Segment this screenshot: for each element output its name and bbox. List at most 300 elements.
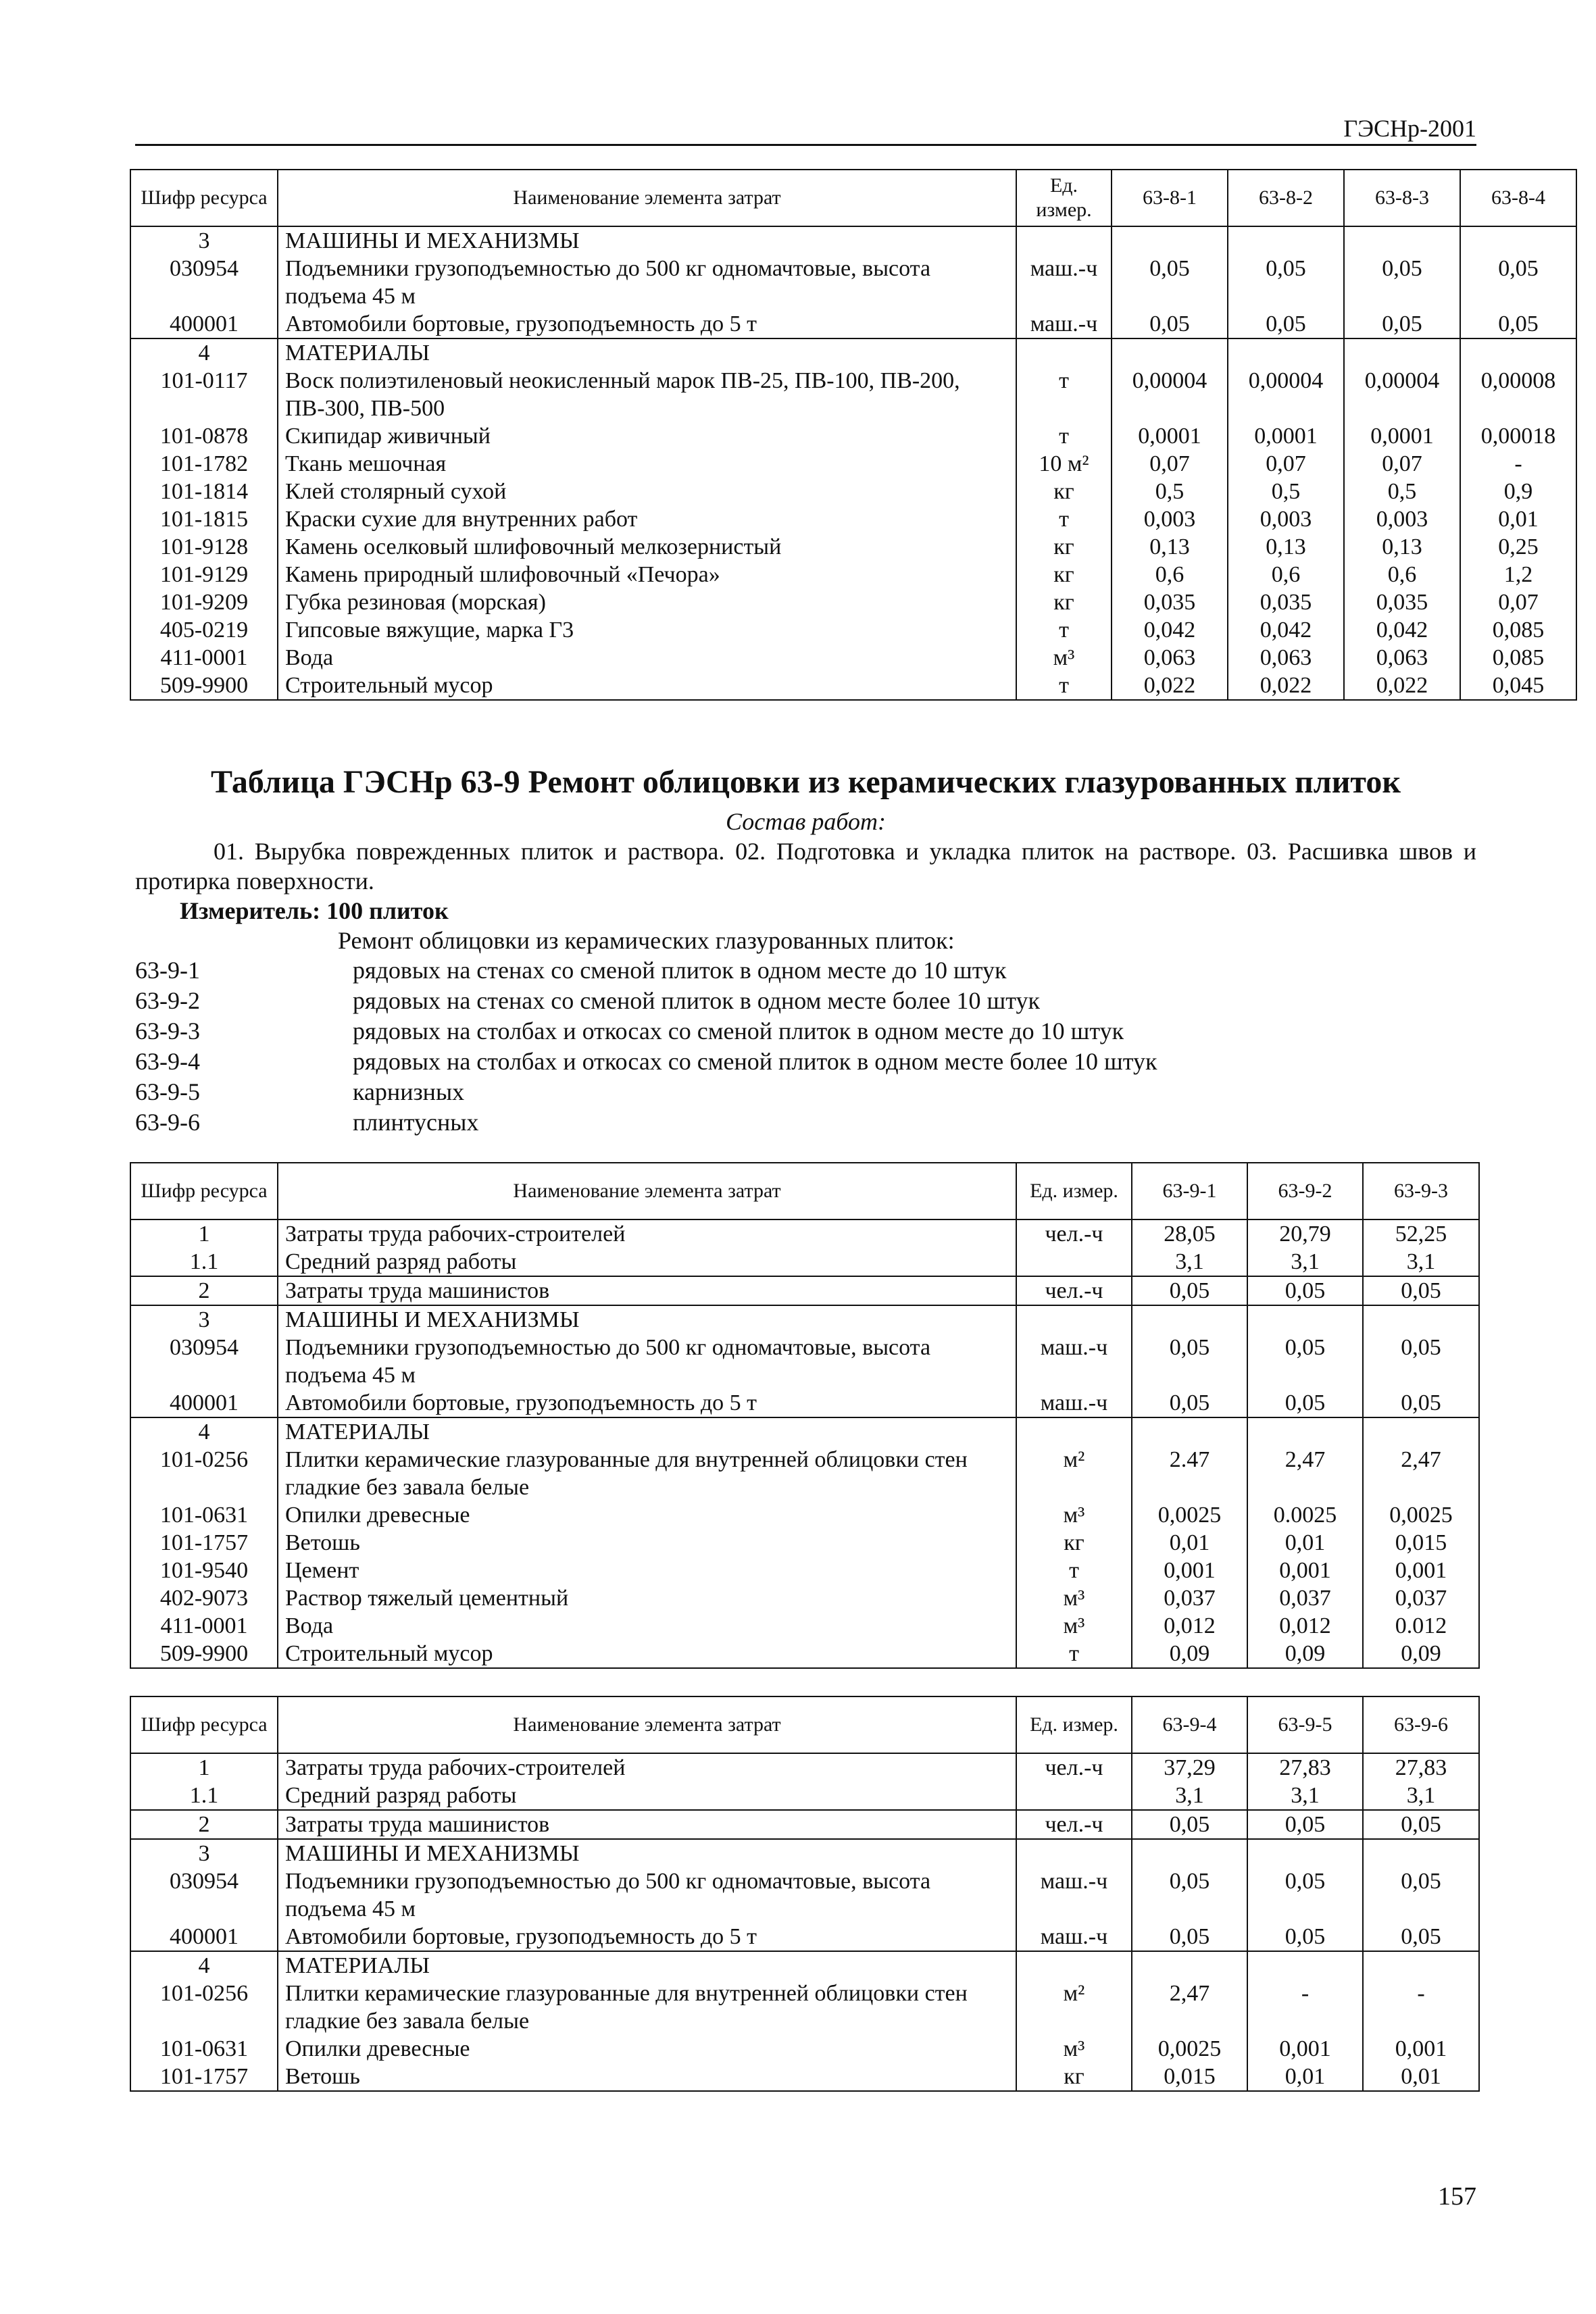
value-cell: 0,05 (1132, 1810, 1247, 1839)
unit-cell: т (1016, 672, 1112, 700)
value-cell: 0,015 (1132, 2063, 1247, 2091)
resource-name-cell: Воск полиэтиленовый неокисленный марок ПВ-25, ПВ-100, ПВ-200, ПВ-300, ПВ-500 (278, 367, 1016, 422)
resource-code-cell: 3 (130, 226, 278, 255)
table-row (130, 1557, 1479, 1584)
variant-code: 63-9-4 (135, 1048, 200, 1075)
value-cell: 0,05 (1132, 1867, 1247, 1923)
value-cell: 0,25 (1460, 533, 1576, 561)
resource-code-cell: 411-0001 (130, 644, 278, 672)
value-cell: 0,045 (1460, 672, 1576, 700)
value-cell: 0,063 (1228, 644, 1344, 672)
table-row (130, 2035, 1479, 2063)
value-cell (1132, 1417, 1247, 1446)
unit-cell (1016, 1248, 1132, 1276)
unit-cell: м² (1016, 1446, 1132, 1501)
resource-code-cell: 101-1757 (130, 1529, 278, 1557)
unit-cell (1016, 1782, 1132, 1810)
table-row (130, 1640, 1479, 1668)
table-row (130, 1782, 1479, 1810)
value-cell: 0,063 (1344, 644, 1460, 672)
resource-name-cell: Камень оселковый шлифовочный мелкозернистый (278, 533, 1016, 561)
value-cell: 2,47 (1132, 1980, 1247, 2035)
unit-cell: м² (1016, 1980, 1132, 2035)
table-row (130, 1612, 1479, 1640)
value-cell: 2,47 (1247, 1446, 1363, 1501)
variant-text: рядовых на стенах со сменой плиток в одном месте до 10 штук (353, 957, 1007, 984)
value-cell: 52,25 (1363, 1219, 1479, 1248)
resource-name-cell: Вода (278, 644, 1016, 672)
table-row (130, 672, 1576, 700)
table-row (130, 1753, 1479, 1782)
resource-code-cell: 101-9129 (130, 561, 278, 588)
value-cell: - (1247, 1980, 1363, 2035)
unit-cell: чел.-ч (1016, 1810, 1132, 1839)
resource-code-cell: 1.1 (130, 1248, 278, 1276)
value-cell: 3,1 (1247, 1248, 1363, 1276)
column-header-name: Наименование элемента затрат (278, 1163, 1016, 1219)
table-row (130, 310, 1576, 338)
unit-cell: маш.-ч (1016, 310, 1112, 338)
table-row (130, 561, 1576, 588)
value-cell: 0,022 (1344, 672, 1460, 700)
value-cell: 3,1 (1132, 1248, 1247, 1276)
column-header-63-9-2: 63-9-2 (1247, 1163, 1363, 1219)
value-cell: 0,07 (1344, 450, 1460, 478)
resource-code-cell: 101-0117 (130, 367, 278, 422)
unit-cell (1016, 1951, 1132, 1980)
value-cell: 2.47 (1132, 1446, 1247, 1501)
unit-cell: т (1016, 1557, 1132, 1584)
resource-name-cell: Строительный мусор (278, 1640, 1016, 1668)
resource-code-cell: 101-0256 (130, 1446, 278, 1501)
unit-cell: т (1016, 422, 1112, 450)
value-cell: 0,05 (1247, 1923, 1363, 1951)
unit-cell: т (1016, 616, 1112, 644)
value-cell: 0.0025 (1247, 1501, 1363, 1529)
running-header: ГЭСНр-2001 (1343, 115, 1476, 142)
table-row (130, 616, 1576, 644)
value-cell: 0,042 (1344, 616, 1460, 644)
resource-code-cell: 3 (130, 1305, 278, 1334)
unit-cell: м³ (1016, 2035, 1132, 2063)
resource-name-cell: МАТЕРИАЛЫ (278, 338, 1016, 367)
value-cell: 0,05 (1112, 310, 1228, 338)
unit-cell (1016, 1305, 1132, 1334)
value-cell: 0,9 (1460, 478, 1576, 505)
value-cell: 0,05 (1112, 255, 1228, 310)
value-cell: 0,05 (1132, 1923, 1247, 1951)
variant-code: 63-9-3 (135, 1017, 200, 1045)
value-cell: 37,29 (1132, 1753, 1247, 1782)
value-cell: 0,05 (1363, 1810, 1479, 1839)
resource-name-cell: Автомобили бортовые, грузоподъемность до 5 т (278, 310, 1016, 338)
value-cell: 0,042 (1228, 616, 1344, 644)
variants-list (135, 955, 1476, 1138)
value-cell: 0,6 (1344, 561, 1460, 588)
resource-name-cell: Средний разряд работы (278, 1248, 1016, 1276)
variant-text: рядовых на стенах со сменой плиток в одном месте более 10 штук (353, 987, 1040, 1014)
value-cell (1363, 1951, 1479, 1980)
resource-code-cell: 101-1815 (130, 505, 278, 533)
resource-name-cell: Строительный мусор (278, 672, 1016, 700)
resource-name-cell: Затраты труда рабочих-строителей (278, 1753, 1016, 1782)
value-cell: 0,00004 (1228, 367, 1344, 422)
value-cell: 2,47 (1363, 1446, 1479, 1501)
value-cell: 3,1 (1363, 1782, 1479, 1810)
value-cell (1112, 226, 1228, 255)
resource-name-cell: Камень природный шлифовочный «Печора» (278, 561, 1016, 588)
unit-cell: м³ (1016, 644, 1112, 672)
value-cell: 0,07 (1112, 450, 1228, 478)
variant-item (135, 1047, 1476, 1077)
table-row (130, 367, 1576, 422)
unit-cell: чел.-ч (1016, 1753, 1132, 1782)
resource-code-cell: 101-9540 (130, 1557, 278, 1584)
table-row (130, 1305, 1479, 1334)
value-cell: 0,00004 (1112, 367, 1228, 422)
resource-code-cell: 402-9073 (130, 1584, 278, 1612)
table-row (130, 1248, 1479, 1276)
resource-code-cell: 400001 (130, 1923, 278, 1951)
resource-name-cell: МАШИНЫ И МЕХАНИЗМЫ (278, 1839, 1016, 1867)
value-cell: 0,05 (1460, 310, 1576, 338)
resource-code-cell: 030954 (130, 1334, 278, 1389)
unit-cell (1016, 338, 1112, 367)
resource-code-cell: 030954 (130, 1867, 278, 1923)
table-header-row (130, 1163, 1479, 1219)
value-cell: 0,05 (1132, 1276, 1247, 1305)
value-cell: 0,01 (1247, 1529, 1363, 1557)
value-cell (1363, 1839, 1479, 1867)
variant-code: 63-9-2 (135, 987, 200, 1014)
value-cell: 20,79 (1247, 1219, 1363, 1248)
table-row (130, 533, 1576, 561)
value-cell: 0,003 (1344, 505, 1460, 533)
value-cell: 0,01 (1247, 2063, 1363, 2091)
value-cell: 0,5 (1344, 478, 1460, 505)
variant-text: рядовых на столбах и откосах со сменой плиток в одном месте до 10 штук (353, 1017, 1124, 1045)
variant-text: рядовых на столбах и откосах со сменой плиток в одном месте более 10 штук (353, 1048, 1157, 1075)
resource-name-cell: Ветошь (278, 1529, 1016, 1557)
value-cell: 0,035 (1344, 588, 1460, 616)
resource-code-cell: 400001 (130, 310, 278, 338)
value-cell (1247, 1417, 1363, 1446)
value-cell (1247, 1951, 1363, 1980)
value-cell: 27,83 (1247, 1753, 1363, 1782)
value-cell (1132, 1839, 1247, 1867)
variant-item (135, 1107, 1476, 1138)
value-cell: 0,003 (1112, 505, 1228, 533)
value-cell: 0,05 (1363, 1923, 1479, 1951)
value-cell: 0,0025 (1363, 1501, 1479, 1529)
value-cell: 0,0001 (1344, 422, 1460, 450)
resource-table-63-9-1-3 (130, 1162, 1480, 1669)
resource-code-cell: 101-0631 (130, 1501, 278, 1529)
value-cell: 0,063 (1112, 644, 1228, 672)
value-cell (1460, 338, 1576, 367)
resource-code-cell: 509-9900 (130, 1640, 278, 1668)
variant-item (135, 1077, 1476, 1107)
value-cell: 0,05 (1228, 310, 1344, 338)
value-cell (1344, 226, 1460, 255)
works-composition-text: 01. Вырубка поврежденных плиток и раствора. 02. Подготовка и укладка плиток на растворе. 03. Расшивка швов и протирка поверхности. (135, 838, 1476, 895)
value-cell: - (1460, 450, 1576, 478)
value-cell: 0.012 (1363, 1612, 1479, 1640)
resource-name-cell: МАТЕРИАЛЫ (278, 1417, 1016, 1446)
column-header-name: Наименование элемента затрат (278, 1696, 1016, 1753)
header-rule (135, 144, 1476, 146)
value-cell: 0,0001 (1228, 422, 1344, 450)
table-row (130, 1980, 1479, 2035)
unit-cell: маш.-ч (1016, 255, 1112, 310)
resource-name-cell: Затраты труда машинистов (278, 1810, 1016, 1839)
unit-cell: т (1016, 367, 1112, 422)
value-cell: 0,00004 (1344, 367, 1460, 422)
value-cell (1247, 1839, 1363, 1867)
table-row (130, 478, 1576, 505)
value-cell: 0,6 (1228, 561, 1344, 588)
value-cell: 0,01 (1132, 1529, 1247, 1557)
unit-cell: маш.-ч (1016, 1389, 1132, 1417)
value-cell: 0,13 (1228, 533, 1344, 561)
value-cell: 3,1 (1363, 1248, 1479, 1276)
resource-name-cell: Скипидар живичный (278, 422, 1016, 450)
value-cell: 0,05 (1132, 1334, 1247, 1389)
value-cell: 0,0001 (1112, 422, 1228, 450)
resource-table-63-8 (130, 169, 1577, 701)
table-row (130, 1810, 1479, 1839)
value-cell: 0,001 (1363, 2035, 1479, 2063)
table-row (130, 226, 1576, 255)
resource-code-cell: 4 (130, 1417, 278, 1446)
value-cell (1132, 1305, 1247, 1334)
table-row (130, 1584, 1479, 1612)
value-cell: 0,05 (1247, 1334, 1363, 1389)
resource-code-cell: 1.1 (130, 1782, 278, 1810)
value-cell: 0,05 (1344, 310, 1460, 338)
value-cell: 0,05 (1363, 1276, 1479, 1305)
column-header-unit: Ед. измер. (1016, 1163, 1132, 1219)
resource-name-cell: Гипсовые вяжущие, марка Г3 (278, 616, 1016, 644)
resource-name-cell: Подъемники грузоподъемностью до 500 кг одномачтовые, высота подъема 45 м (278, 1867, 1016, 1923)
column-header-63-8-3: 63-8-3 (1344, 170, 1460, 226)
resource-code-cell: 4 (130, 1951, 278, 1980)
value-cell: 0,012 (1247, 1612, 1363, 1640)
resource-code-cell: 405-0219 (130, 616, 278, 644)
table-row (130, 1923, 1479, 1951)
value-cell: 0,042 (1112, 616, 1228, 644)
column-header-63-9-3: 63-9-3 (1363, 1163, 1479, 1219)
table-row (130, 588, 1576, 616)
resource-name-cell: МАШИНЫ И МЕХАНИЗМЫ (278, 226, 1016, 255)
resource-name-cell: Подъемники грузоподъемностью до 500 кг одномачтовые, высота подъема 45 м (278, 255, 1016, 310)
value-cell: 27,83 (1363, 1753, 1479, 1782)
resource-name-cell: Опилки древесные (278, 2035, 1016, 2063)
value-cell: 0,01 (1363, 2063, 1479, 2091)
unit-cell: чел.-ч (1016, 1276, 1132, 1305)
value-cell: 0,05 (1460, 255, 1576, 310)
value-cell: 0,001 (1247, 1557, 1363, 1584)
resource-code-cell: 101-1814 (130, 478, 278, 505)
resource-code-cell: 101-1757 (130, 2063, 278, 2091)
resource-name-cell: Автомобили бортовые, грузоподъемность до 5 т (278, 1389, 1016, 1417)
unit-cell: м³ (1016, 1612, 1132, 1640)
value-cell (1344, 338, 1460, 367)
table-row (130, 1951, 1479, 1980)
unit-cell (1016, 1839, 1132, 1867)
value-cell (1112, 338, 1228, 367)
column-header-63-9-1: 63-9-1 (1132, 1163, 1247, 1219)
resource-code-cell: 411-0001 (130, 1612, 278, 1640)
variants-intro: Ремонт облицовки из керамических глазурованных плиток: (338, 927, 955, 954)
variant-item (135, 986, 1476, 1016)
page-number: 157 (1438, 2182, 1476, 2211)
value-cell: 0,05 (1247, 1276, 1363, 1305)
unit-cell: маш.-ч (1016, 1923, 1132, 1951)
table-row (130, 1839, 1479, 1867)
value-cell: 0,05 (1344, 255, 1460, 310)
resource-name-cell: Вода (278, 1612, 1016, 1640)
resource-name-cell: Клей столярный сухой (278, 478, 1016, 505)
unit-cell: маш.-ч (1016, 1867, 1132, 1923)
value-cell: 0,05 (1132, 1389, 1247, 1417)
value-cell: 0,037 (1363, 1584, 1479, 1612)
column-header-63-9-5: 63-9-5 (1247, 1696, 1363, 1753)
table-row (130, 1334, 1479, 1389)
resource-code-cell: 400001 (130, 1389, 278, 1417)
resource-code-cell: 101-9209 (130, 588, 278, 616)
resource-name-cell: Ткань мешочная (278, 450, 1016, 478)
value-cell: 0,09 (1363, 1640, 1479, 1668)
table-row (130, 1867, 1479, 1923)
resource-name-cell: Автомобили бортовые, грузоподъемность до 5 т (278, 1923, 1016, 1951)
resource-name-cell: Плитки керамические глазурованные для внутренней облицовки стен гладкие без завала белые (278, 1446, 1016, 1501)
value-cell: 0,001 (1247, 2035, 1363, 2063)
table-row (130, 1276, 1479, 1305)
value-cell: 1,2 (1460, 561, 1576, 588)
unit-cell: 10 м² (1016, 450, 1112, 478)
value-cell (1247, 1305, 1363, 1334)
unit-cell: т (1016, 1640, 1132, 1668)
value-cell: 0,001 (1132, 1557, 1247, 1584)
value-cell: 0,00008 (1460, 367, 1576, 422)
resource-code-cell: 2 (130, 1276, 278, 1305)
table-row (130, 422, 1576, 450)
column-header-63-8-4: 63-8-4 (1460, 170, 1576, 226)
resource-code-cell: 3 (130, 1839, 278, 1867)
resource-name-cell: Раствор тяжелый цементный (278, 1584, 1016, 1612)
value-cell: 0,022 (1228, 672, 1344, 700)
variant-code: 63-9-6 (135, 1109, 200, 1136)
value-cell: 0,0025 (1132, 1501, 1247, 1529)
value-cell (1228, 226, 1344, 255)
value-cell: 0,01 (1460, 505, 1576, 533)
value-cell: 0,05 (1247, 1810, 1363, 1839)
column-header-name: Наименование элемента затрат (278, 170, 1016, 226)
unit-cell: м³ (1016, 1584, 1132, 1612)
column-header-code: Шифр ресурса (130, 1696, 278, 1753)
works-composition-title: Состав работ: (726, 808, 886, 835)
value-cell: 0,09 (1132, 1640, 1247, 1668)
resource-name-cell: МАТЕРИАЛЫ (278, 1951, 1016, 1980)
value-cell: - (1363, 1980, 1479, 2035)
value-cell: 0,022 (1112, 672, 1228, 700)
column-header-63-8-1: 63-8-1 (1112, 170, 1228, 226)
resource-name-cell: Краски сухие для внутренних работ (278, 505, 1016, 533)
value-cell: 28,05 (1132, 1219, 1247, 1248)
value-cell: 0,09 (1247, 1640, 1363, 1668)
value-cell: 0,05 (1247, 1867, 1363, 1923)
unit-cell: кг (1016, 533, 1112, 561)
value-cell (1363, 1305, 1479, 1334)
resource-name-cell: Опилки древесные (278, 1501, 1016, 1529)
value-cell (1363, 1417, 1479, 1446)
value-cell: 0,085 (1460, 616, 1576, 644)
value-cell: 0,00018 (1460, 422, 1576, 450)
variant-code: 63-9-5 (135, 1078, 200, 1105)
table-row (130, 1389, 1479, 1417)
value-cell: 0,05 (1363, 1867, 1479, 1923)
unit-cell: чел.-ч (1016, 1219, 1132, 1248)
column-header-unit: Ед. измер. (1016, 1696, 1132, 1753)
value-cell (1460, 226, 1576, 255)
resource-name-cell: Средний разряд работы (278, 1782, 1016, 1810)
unit-cell: кг (1016, 2063, 1132, 2091)
value-cell: 3,1 (1247, 1782, 1363, 1810)
resource-name-cell: Подъемники грузоподъемностью до 500 кг одномачтовые, высота подъема 45 м (278, 1334, 1016, 1389)
table-header-row (130, 1696, 1479, 1753)
column-header-63-8-2: 63-8-2 (1228, 170, 1344, 226)
value-cell: 0,012 (1132, 1612, 1247, 1640)
resource-code-cell: 1 (130, 1753, 278, 1782)
value-cell: 3,1 (1132, 1782, 1247, 1810)
variant-text: плинтусных (353, 1109, 479, 1136)
resource-name-cell: МАШИНЫ И МЕХАНИЗМЫ (278, 1305, 1016, 1334)
value-cell: 0,037 (1132, 1584, 1247, 1612)
value-cell: 0,015 (1363, 1529, 1479, 1557)
column-header-63-9-6: 63-9-6 (1363, 1696, 1479, 1753)
value-cell: 0,05 (1363, 1334, 1479, 1389)
column-header-code: Шифр ресурса (130, 170, 278, 226)
value-cell: 0,05 (1363, 1389, 1479, 1417)
value-cell: 0,037 (1247, 1584, 1363, 1612)
table-row (130, 1529, 1479, 1557)
column-header-unit: Ед. измер. (1016, 170, 1112, 226)
resource-code-cell: 2 (130, 1810, 278, 1839)
unit-cell (1016, 1417, 1132, 1446)
value-cell: 0,035 (1228, 588, 1344, 616)
table-row (130, 450, 1576, 478)
variant-item (135, 1016, 1476, 1047)
variant-code: 63-9-1 (135, 957, 200, 984)
resource-name-cell: Цемент (278, 1557, 1016, 1584)
unit-cell: кг (1016, 588, 1112, 616)
value-cell: 0,001 (1363, 1557, 1479, 1584)
resource-code-cell: 101-1782 (130, 450, 278, 478)
unit-cell: кг (1016, 1529, 1132, 1557)
column-header-63-9-4: 63-9-4 (1132, 1696, 1247, 1753)
resource-code-cell: 101-0878 (130, 422, 278, 450)
resource-table-63-9-4-6 (130, 1696, 1480, 2092)
table-row (130, 1417, 1479, 1446)
value-cell: 0,085 (1460, 644, 1576, 672)
resource-code-cell: 509-9900 (130, 672, 278, 700)
value-cell: 0,5 (1228, 478, 1344, 505)
resource-code-cell: 4 (130, 338, 278, 367)
value-cell: 0,6 (1112, 561, 1228, 588)
table-row (130, 505, 1576, 533)
value-cell: 0,13 (1344, 533, 1460, 561)
